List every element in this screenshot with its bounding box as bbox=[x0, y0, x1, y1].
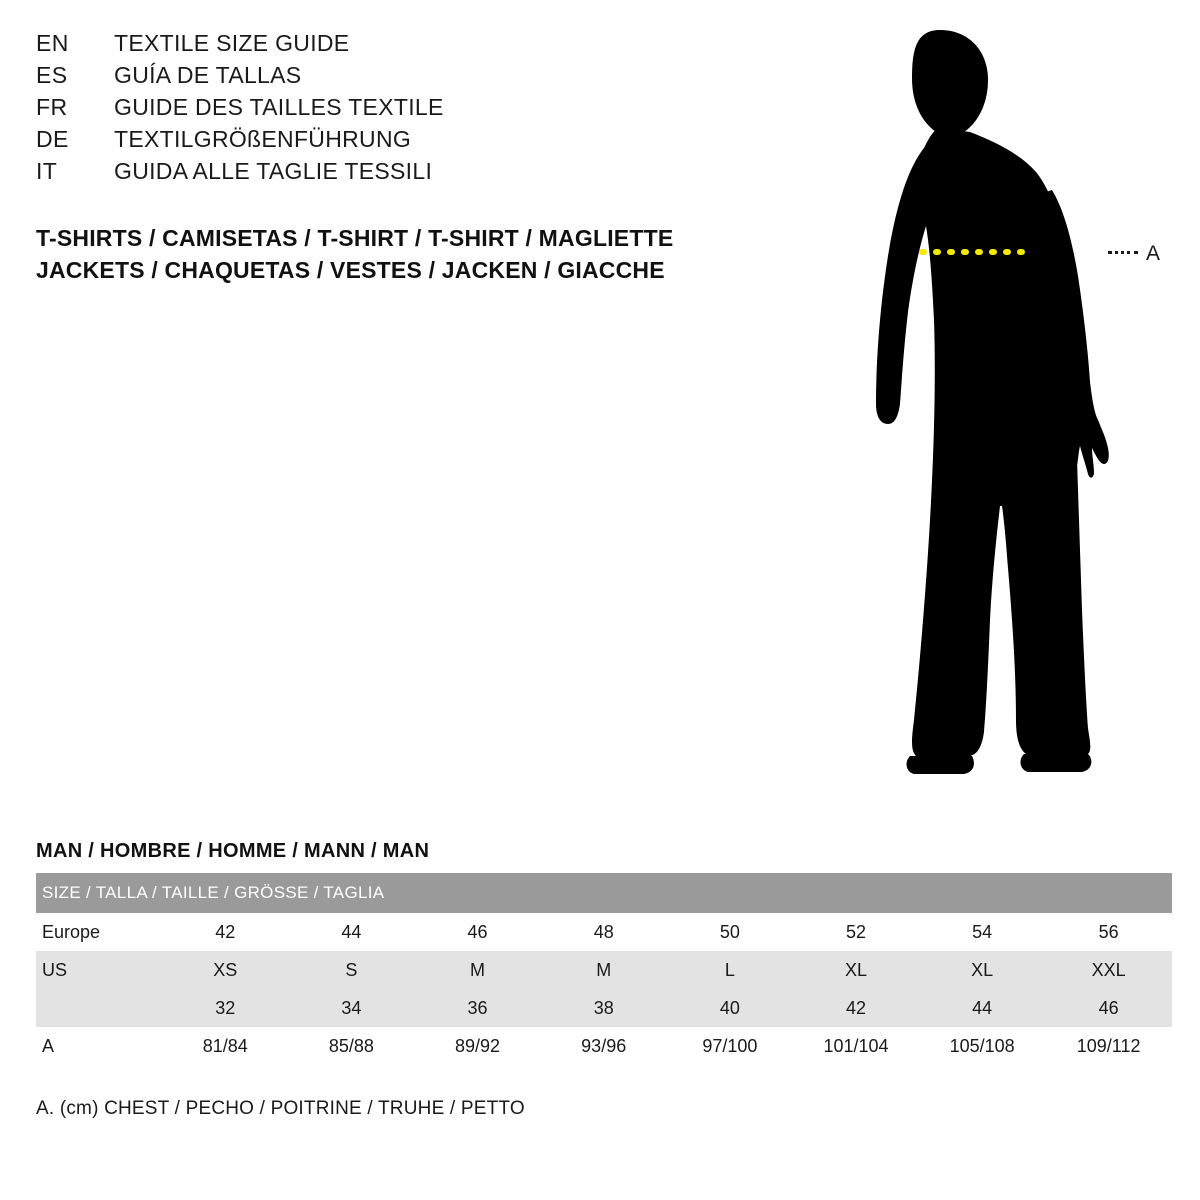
table-row bbox=[36, 989, 1172, 1027]
table-row bbox=[36, 913, 1172, 951]
cell: 81/84 bbox=[162, 1027, 288, 1065]
cell: 46 bbox=[414, 913, 540, 951]
cell: 50 bbox=[667, 913, 793, 951]
language-code: FR bbox=[36, 94, 68, 120]
cell: 109/112 bbox=[1045, 1027, 1172, 1065]
row-label bbox=[36, 989, 162, 1027]
language-title: TEXTILGRÖßENFÜHRUNG bbox=[114, 126, 412, 152]
language-title: GUÍA DE TALLAS bbox=[114, 62, 302, 88]
cell: 54 bbox=[919, 913, 1045, 951]
size-table bbox=[36, 873, 1172, 1065]
cell: XL bbox=[919, 951, 1045, 989]
cell: 48 bbox=[541, 913, 667, 951]
garment-line-jackets: JACKETS / CHAQUETAS / VESTES / JACKEN / GIACCHE bbox=[36, 257, 665, 283]
measure-leader-line bbox=[1108, 251, 1138, 254]
language-title-list bbox=[36, 30, 736, 190]
cell: 46 bbox=[1045, 989, 1172, 1027]
cell: S bbox=[288, 951, 414, 989]
language-row bbox=[36, 158, 736, 190]
cell: 89/92 bbox=[414, 1027, 540, 1065]
language-code: ES bbox=[36, 62, 68, 88]
row-label: US bbox=[36, 951, 162, 989]
row-label: A bbox=[36, 1027, 162, 1065]
measure-label-a: A bbox=[1146, 242, 1161, 265]
language-row bbox=[36, 126, 736, 158]
measurement-footnote: A. (cm) CHEST / PECHO / POITRINE / TRUHE / PETTO bbox=[36, 1098, 525, 1119]
cell: 85/88 bbox=[288, 1027, 414, 1065]
cell: 36 bbox=[414, 989, 540, 1027]
language-row bbox=[36, 62, 736, 94]
cell: L bbox=[667, 951, 793, 989]
cell: XXL bbox=[1045, 951, 1172, 989]
cell: XS bbox=[162, 951, 288, 989]
language-title: TEXTILE SIZE GUIDE bbox=[114, 30, 350, 56]
table-group-title: MAN / HOMBRE / HOMME / MANN / MAN bbox=[36, 840, 430, 862]
cell: 34 bbox=[288, 989, 414, 1027]
cell: 42 bbox=[162, 913, 288, 951]
cell: 44 bbox=[288, 913, 414, 951]
table-row bbox=[36, 1027, 1172, 1065]
row-label: Europe bbox=[36, 913, 162, 951]
cell: 42 bbox=[793, 989, 919, 1027]
male-silhouette-icon bbox=[820, 20, 1180, 780]
table-header-label: SIZE / TALLA / TAILLE / GRÖSSE / TAGLIA bbox=[36, 873, 1172, 913]
cell: 93/96 bbox=[541, 1027, 667, 1065]
garment-type-list bbox=[36, 222, 796, 286]
garment-line-tshirts: T-SHIRTS / CAMISETAS / T-SHIRT / T-SHIRT / MAGLIETTE bbox=[36, 225, 674, 251]
body-silhouette-figure bbox=[820, 20, 1180, 780]
language-title: GUIDA ALLE TAGLIE TESSILI bbox=[114, 158, 433, 184]
cell: 97/100 bbox=[667, 1027, 793, 1065]
language-row bbox=[36, 94, 736, 126]
cell: M bbox=[541, 951, 667, 989]
language-title: GUIDE DES TAILLES TEXTILE bbox=[114, 94, 444, 120]
cell: M bbox=[414, 951, 540, 989]
language-code: EN bbox=[36, 30, 69, 56]
size-table-section bbox=[36, 840, 1172, 1065]
table-header-row bbox=[36, 873, 1172, 913]
cell: XL bbox=[793, 951, 919, 989]
language-row bbox=[36, 30, 736, 62]
cell: 52 bbox=[793, 913, 919, 951]
cell: 40 bbox=[667, 989, 793, 1027]
language-code: IT bbox=[36, 158, 58, 184]
cell: 105/108 bbox=[919, 1027, 1045, 1065]
cell: 32 bbox=[162, 989, 288, 1027]
language-code: DE bbox=[36, 126, 69, 152]
cell: 101/104 bbox=[793, 1027, 919, 1065]
cell: 38 bbox=[541, 989, 667, 1027]
cell: 44 bbox=[919, 989, 1045, 1027]
cell: 56 bbox=[1045, 913, 1172, 951]
table-row bbox=[36, 951, 1172, 989]
